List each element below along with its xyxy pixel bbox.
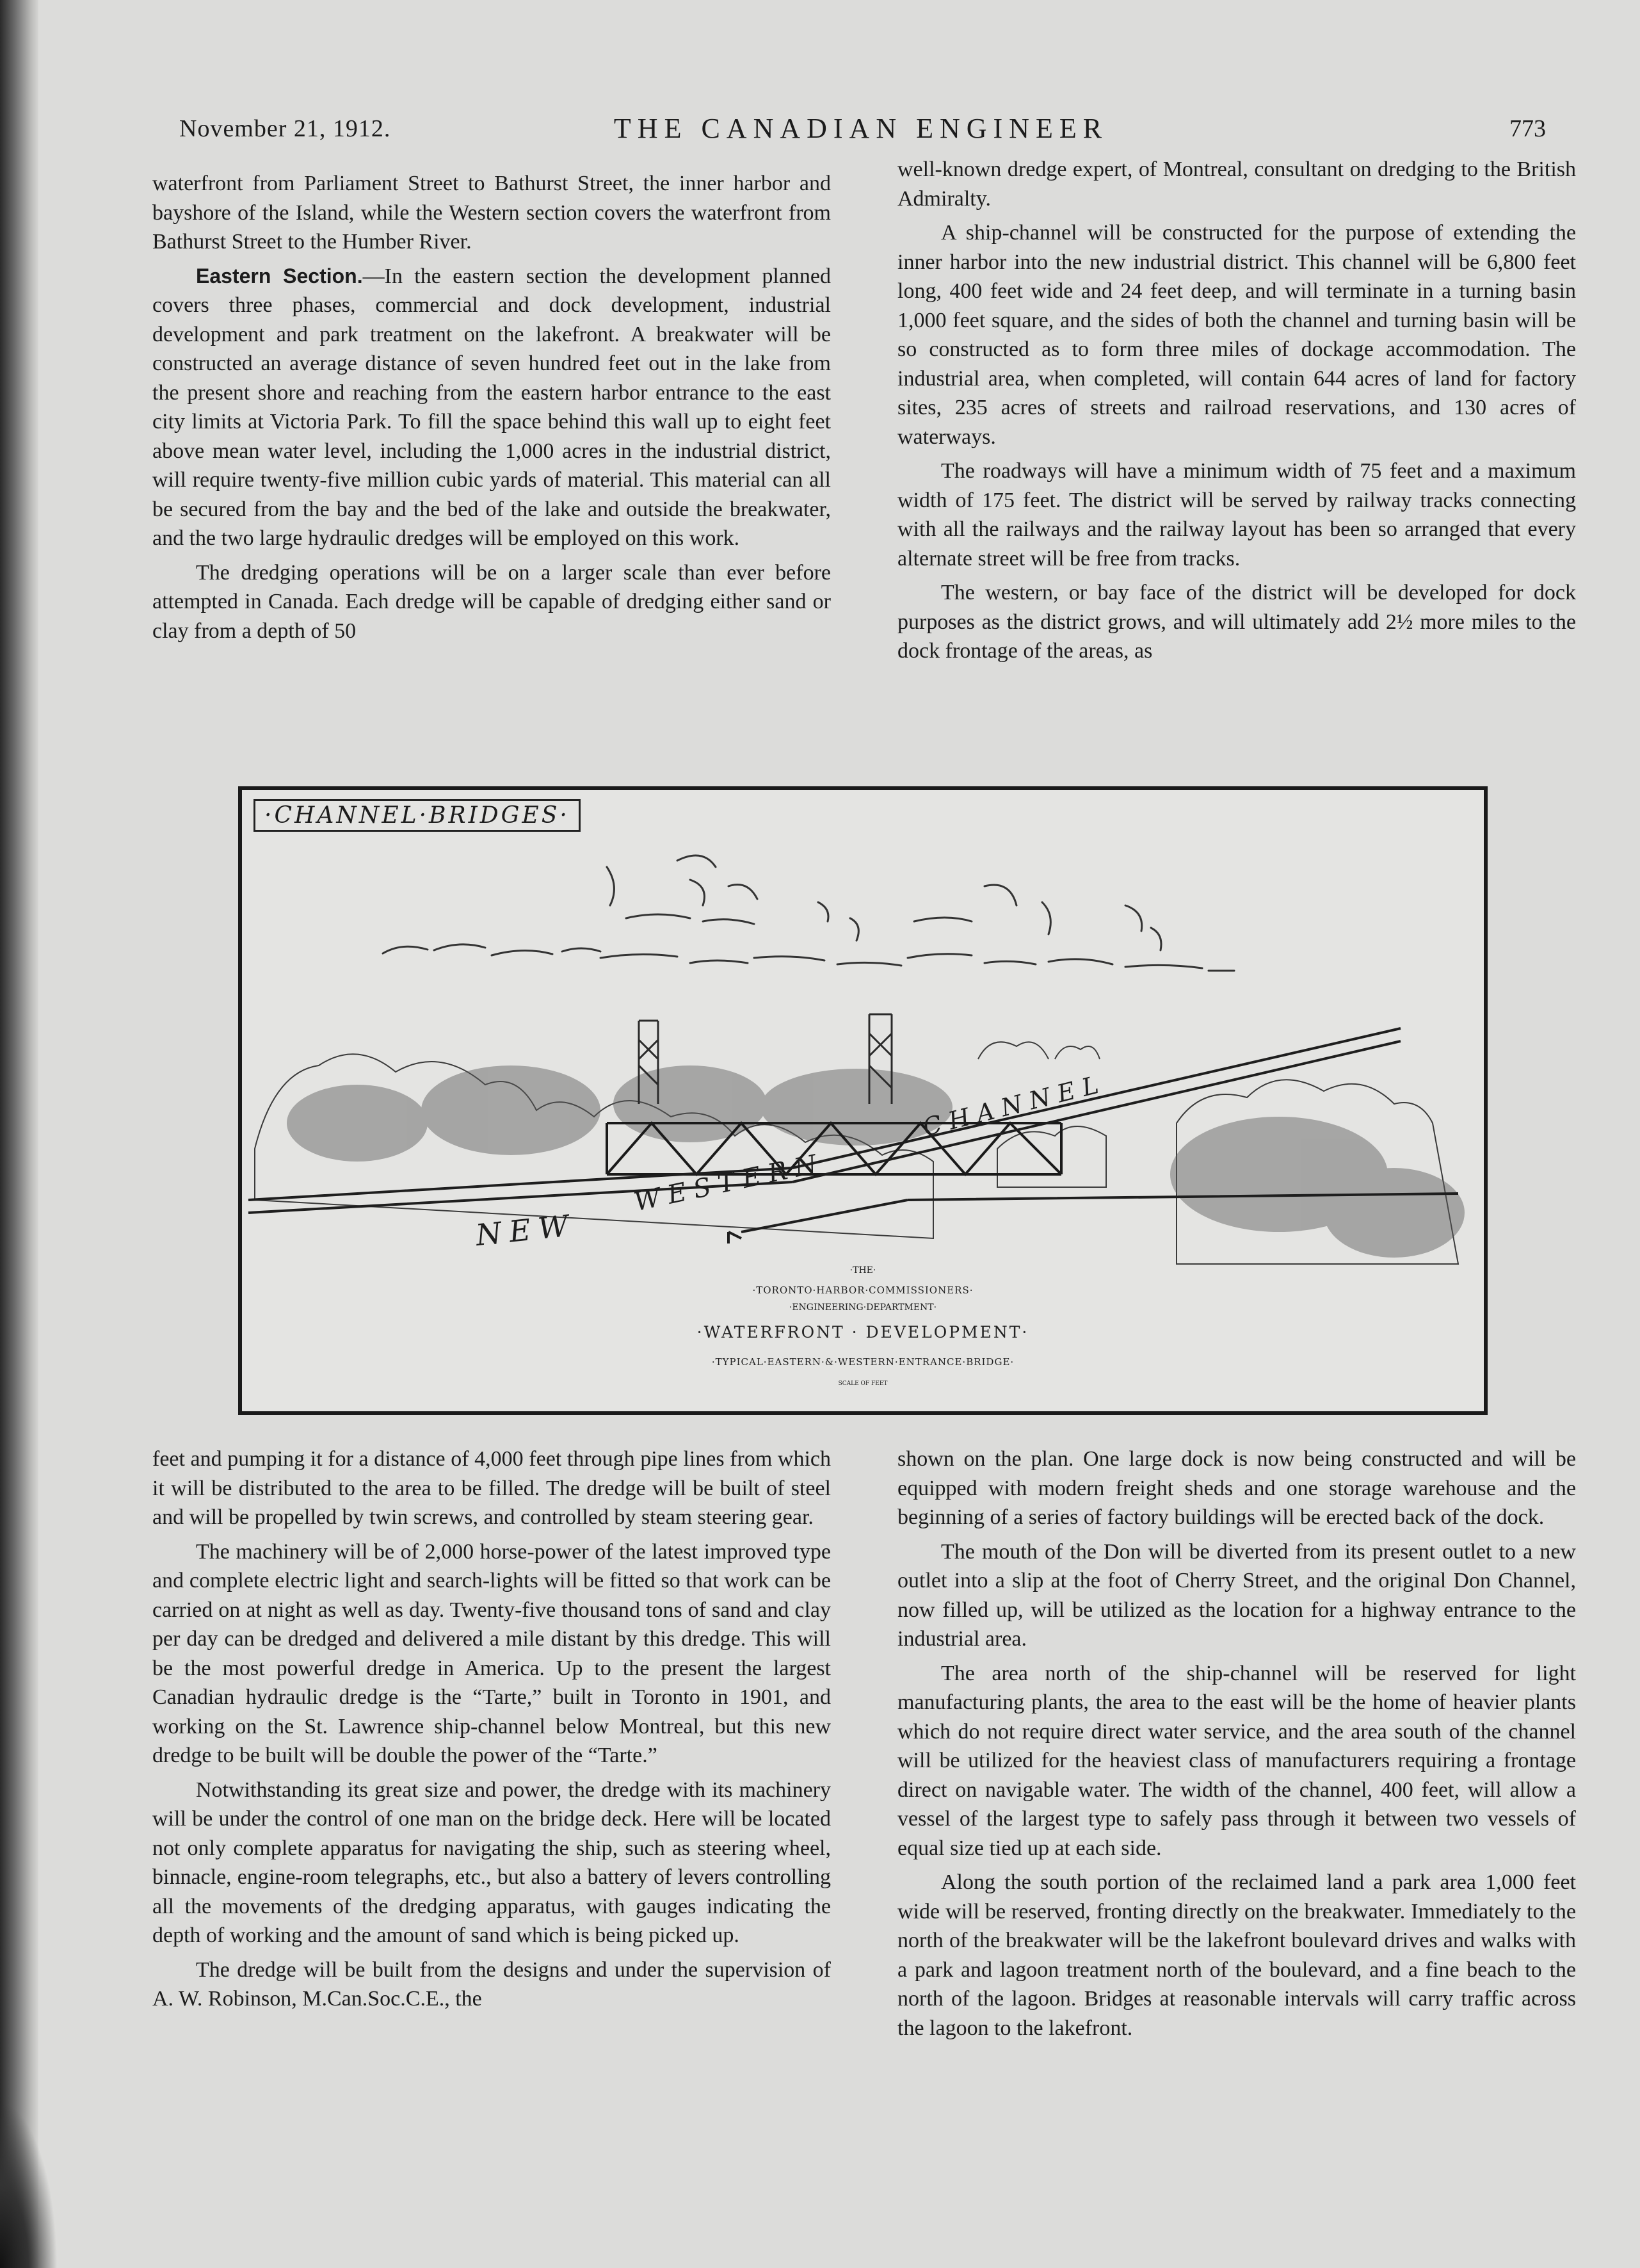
bridge-sketch	[242, 790, 1484, 1411]
paragraph: The mouth of the Don will be diverted from its present outlet to a new outlet into a slip at the foot of Cherry Street, and the original Don Channel, now filled up, will be utilized as the location for a highway entrance to the industrial area.	[897, 1539, 1576, 1651]
paragraph: The area north of the ship-channel will be reserved for light manufacturing plants, the area to the east will be the home of heavier plants which do not require direct water service, and the area south of the channel will be utilized for the heaviest class of manufacturers requiring a frontage direct on navigable water. The width of the channel, 400 feet, will allow a vessel of the largest type to safely pass through it between two vessels of equal size tied up at each side.	[897, 1661, 1576, 1860]
paragraph: well-known dredge expert, of Montreal, consultant on dredging to the British Admiralty.	[897, 158, 1576, 211]
label-new: NEW	[474, 1207, 578, 1253]
column-top-right	[897, 155, 1576, 666]
caption-line: ·TORONTO·HARBOR·COMMISSIONERS·	[752, 1284, 974, 1296]
paragraph: The machinery will be of 2,000 horse-power of the latest improved type and complete electric light and search-lights will be fitted so that work can be carried on at night as well as day. Twenty-five thousand tons of sand and clay per day can be dredged and delivered a mile distant by this dredge. This will be the most powerful dredge in America. Up to the present the largest Canadian hydraulic dredge is the “Tarte,” built in Toronto in 1901, and working on the St. Lawrence ship-channel below Montreal, but this new dredge to be built will be double the power of the “Tarte.”	[152, 1539, 831, 1767]
paragraph: Notwithstanding its great size and power, the dredge with its machinery will be under the control of one man on the bridge deck. Here will be located not only complete apparatus for navigating the ship, such as steering wheel, binnacle, engine-room telegraphs, etc., but also a battery of levers controlling all the movements of the dredging apparatus, with gauges indicating the depth of working and the amount of sand which is being picked up.	[152, 1778, 831, 1947]
caption-line: ·THE·	[849, 1265, 876, 1276]
caption-line: ·ENGINEERING·DEPARTMENT·	[789, 1302, 937, 1313]
paragraph: The dredging operations will be on a larger scale than ever before attempted in Canada. Each dredge will be capable of dredging either sand or clay from a depth of 50	[152, 560, 831, 643]
paragraph-eastern-section	[152, 262, 831, 553]
paragraph: The roadways will have a minimum width of 75 feet and a maximum width of 175 feet. The district will be served by railway tracks connecting with all the railways and the railway layout has been so arranged that every alternate street will be free from tracks.	[897, 459, 1576, 571]
paragraph-body: —In the eastern section the development planned covers three phases, commercial and dock development, industrial development and park treatment on the lakefront. A breakwater will be constructed an average distance of seven hundred feet out in the lake from the present shore and reaching from the eastern harbor entrance to the east city limits at Victoria Park. To fill the space behind this wall up to eight feet above mean water level, including the 1,000 acres in the industrial district, will require twenty-five million cubic yards of material. This material can all be secured from the bay and the bed of the lake and outside the breakwater, and the two large hydraulic dredges will be employed on this work.	[152, 264, 832, 550]
paragraph: feet and pumping it for a distance of 4,000 feet through pipe lines from which it will be distributed to the area to be filled. The dredge will be built of steel and will be propelled by twin screws, and controlled by steam steering gear.	[152, 1447, 831, 1529]
column-bottom-right	[897, 1445, 1576, 2043]
caption-scale: SCALE OF FEET	[838, 1381, 888, 1387]
label-channel: CHANNEL	[920, 1069, 1109, 1142]
paragraph: waterfront from Parliament Street to Bathurst Street, the inner harbor and bayshore of the Island, while the Western section covers the waterfront from Bathurst Street to the Humber River.	[152, 172, 831, 254]
page-number: 773	[1509, 115, 1546, 142]
corner-shadow	[0, 2102, 58, 2268]
figure-title: ·CHANNEL·BRIDGES·	[253, 799, 581, 832]
paragraph: The dredge will be built from the designs and under the supervision of A. W. Robinson, M.Can.Soc.C.E., the	[152, 1957, 831, 2011]
clouds-sketch	[383, 855, 1234, 971]
section-heading: Eastern Section.	[196, 264, 363, 288]
caption-line: ·TYPICAL·EASTERN·&·WESTERN·ENTRANCE·BRIDGE·	[711, 1356, 1015, 1368]
page-header	[176, 112, 1546, 150]
caption-title: ·WATERFRONT · DEVELOPMENT·	[696, 1323, 1029, 1341]
paragraph: shown on the plan. One large dock is now being constructed and will be equipped with modern freight sheds and one storage warehouse and the beginning of a series of factory buildings will be erected back of the dock.	[897, 1447, 1576, 1529]
column-top-left	[152, 169, 831, 645]
channel-bridges-illustration	[238, 786, 1488, 1415]
label-western: WESTERN	[631, 1148, 828, 1217]
paragraph: The western, or bay face of the district will be developed for dock purposes as the district grows, and will ultimately add 2½ more miles to the dock frontage of the areas, as	[897, 581, 1576, 663]
journal-title: THE CANADIAN ENGINEER	[613, 113, 1109, 144]
book-spine-shadow	[0, 0, 38, 2268]
issue-date: November 21, 1912.	[179, 115, 391, 142]
paragraph: A ship-channel will be constructed for the purpose of extending the inner harbor into the new industrial district. This channel will be 6,800 feet long, 400 feet wide and 24 feet deep, and will terminate in a turning basin 1,000 feet square, and the sides of both the channel and turning basin will be so constructed as to form three miles of dockage accommodation. The industrial area, when completed, will contain 644 acres of land for factory sites, 235 acres of streets and railroad reservations, and 130 acres of waterways.	[897, 221, 1576, 449]
paragraph: Along the south portion of the reclaimed land a park area 1,000 feet wide will be reserved, fronting directly on the breakwater. Immediately to the north of the breakwater will be the lakefront boulevard drives and walks with a park and lagoon treatment north of the boulevard, and a fine beach to the north of the lagoon. Bridges at reasonable intervals will carry traffic across the lagoon to the lakefront.	[897, 1870, 1576, 2040]
column-bottom-left	[152, 1445, 831, 2014]
